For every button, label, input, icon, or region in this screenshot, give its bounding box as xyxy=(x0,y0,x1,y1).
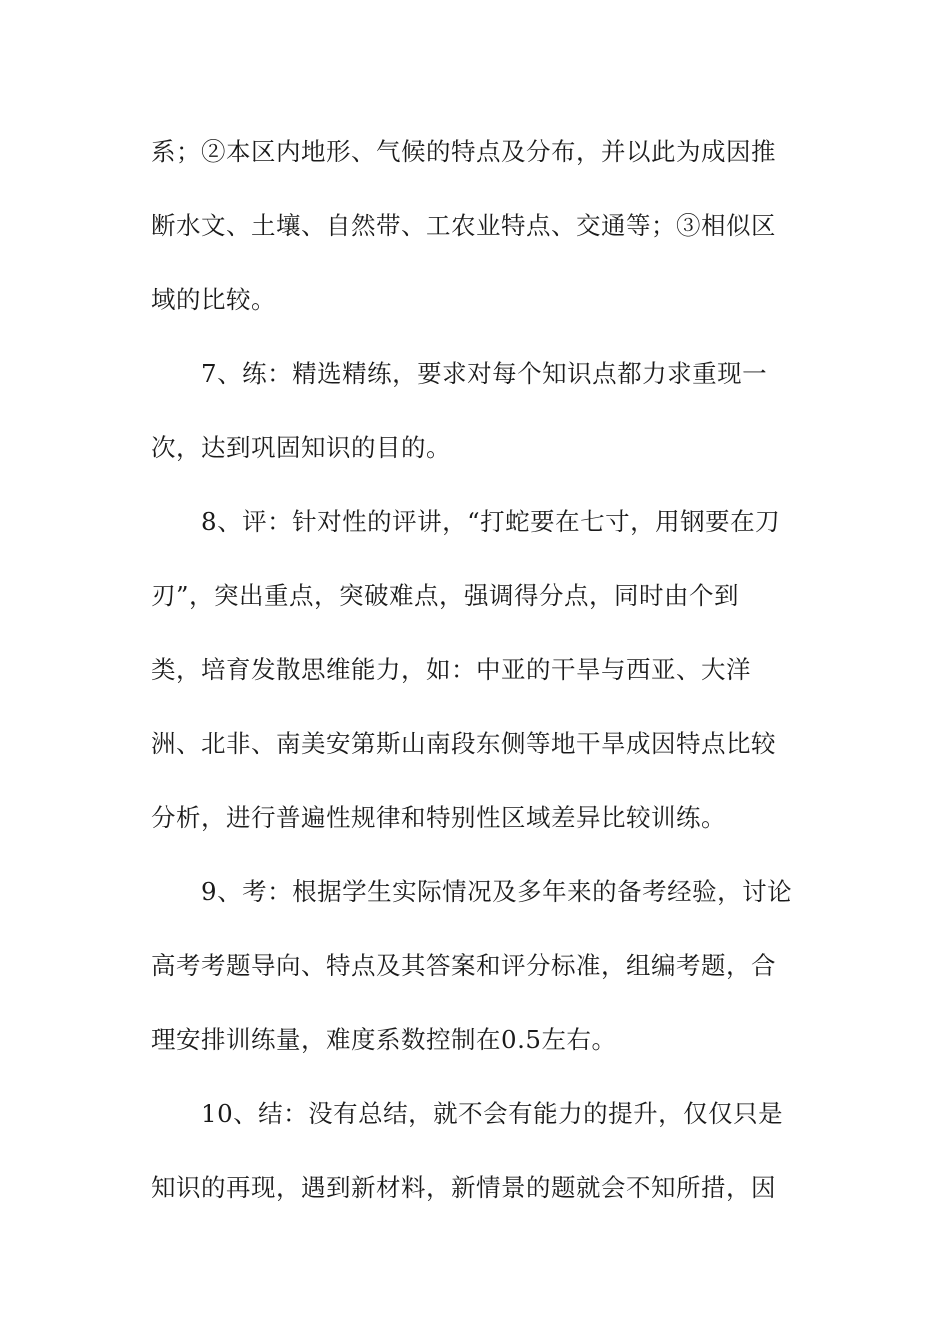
text-line: 次，达到巩固知识的目的。 xyxy=(151,433,451,462)
text-line: 系；②本区内地形、气候的特点及分布，并以此为成因推 xyxy=(151,137,776,166)
text-line: 理安排训练量，难度系数控制在0.5左右。 xyxy=(151,1025,617,1054)
text-line: 知识的再现，遇到新材料，新情景的题就会不知所措，因 xyxy=(151,1173,776,1202)
paragraph-8-first-line: 8、评：针对性的评讲，“打蛇要在七寸，用钢要在刀 xyxy=(201,507,781,536)
text-line: 高考考题导向、特点及其答案和评分标准，组编考题，合 xyxy=(151,951,776,980)
text-line: 分析，进行普遍性规律和特别性区域差异比较训练。 xyxy=(151,803,726,832)
paragraph-10-first-line: 10、结：没有总结，就不会有能力的提升，仅仅只是 xyxy=(201,1099,784,1128)
text-line: 域的比较。 xyxy=(151,285,276,314)
body-text xyxy=(151,130,811,1240)
text-line: 断水文、土壤、自然带、工农业特点、交通等；③相似区 xyxy=(151,211,776,240)
text-line: 刃”，突出重点，突破难点，强调得分点，同时由个到 xyxy=(151,581,740,610)
paragraph-7-first-line: 7、练：精选精练，要求对每个知识点都力求重现一 xyxy=(201,359,768,388)
text-line: 洲、北非、南美安第斯山南段东侧等地干旱成因特点比较 xyxy=(151,729,776,758)
text-line: 类，培育发散思维能力，如：中亚的干旱与西亚、大洋 xyxy=(151,655,751,684)
paragraph-9-first-line: 9、考：根据学生实际情况及多年来的备考经验，讨论 xyxy=(201,877,793,906)
